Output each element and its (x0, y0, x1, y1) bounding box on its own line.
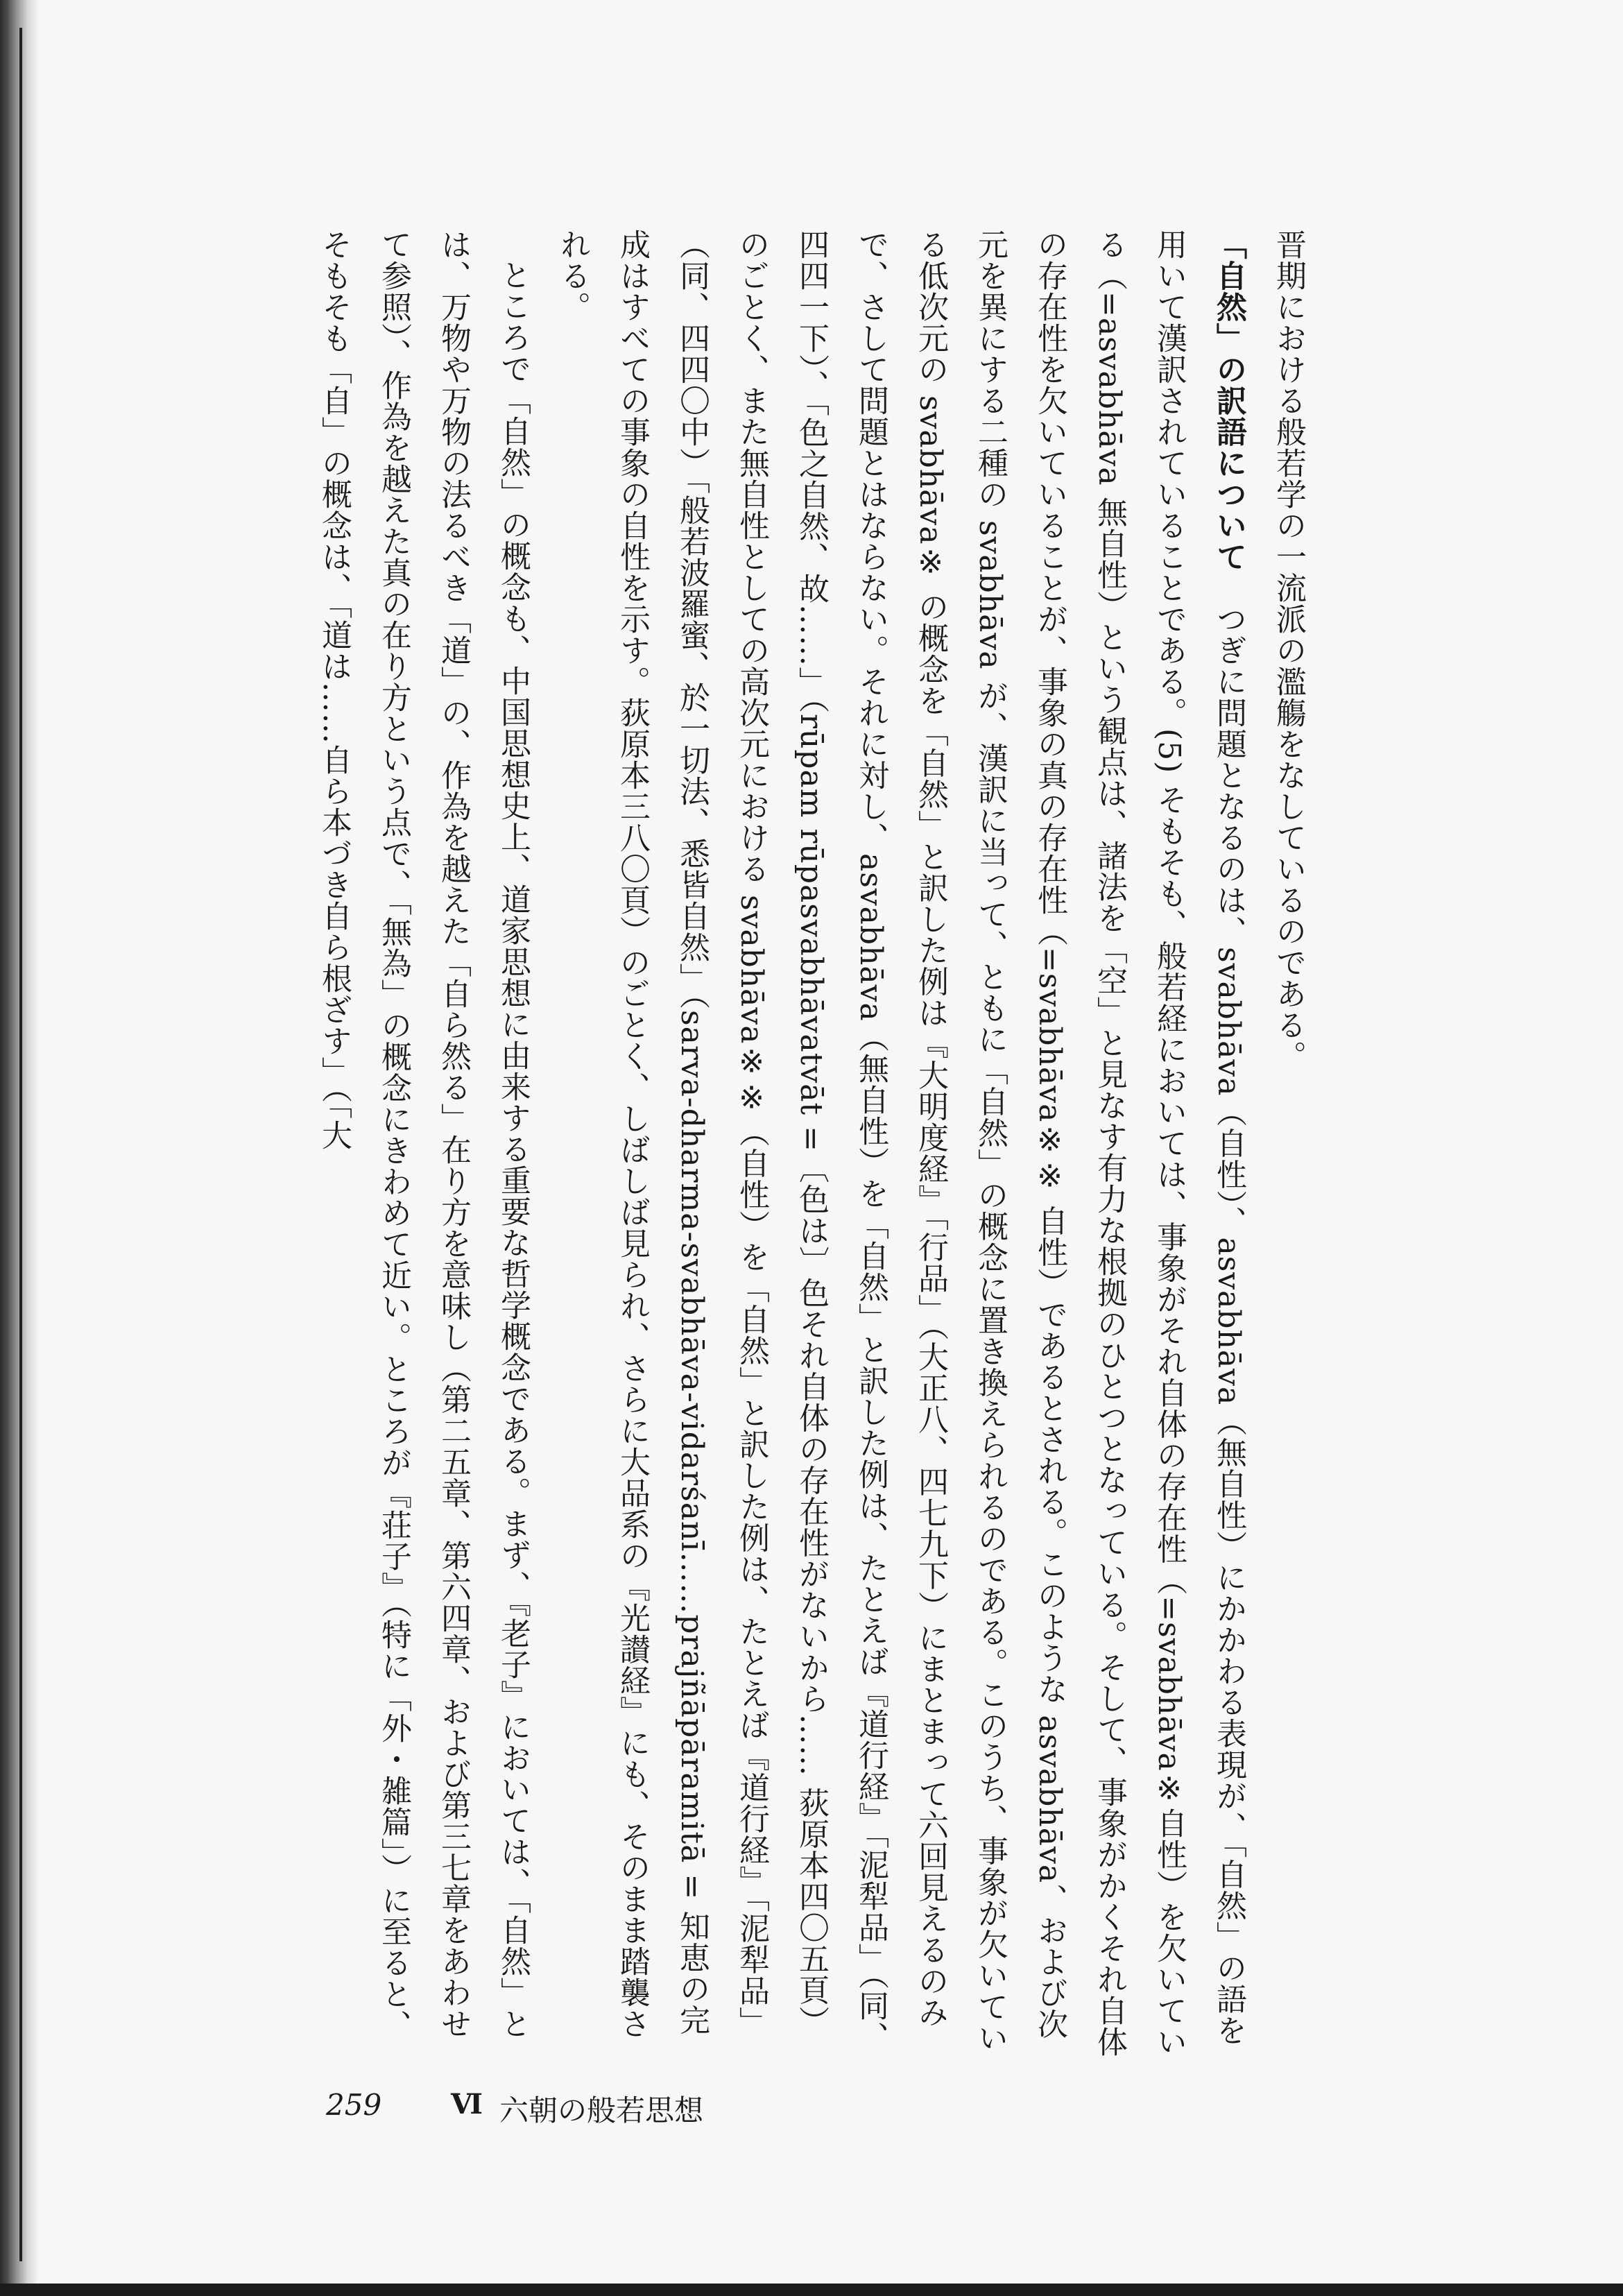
vertical-body-text (316, 229, 1318, 2060)
paragraph-1-text: つぎに問題となるのは、svabhāva（自性）、asvabhāva（無自性）にかかわる表現が、「自然」の語を用いて漢訳されていることである。(5) そもそも、般若経においては、事象がそれ自体の存在性（=svabhāva※自性）を欠いている（=asvabhāva 無自性）という観点は、諸法を「空」と見なす有力な根拠のひとつとなっている。そして、事象がかくそれ自体の存在性を欠いていることが、事象の真の存在性（=svabhāva※※ 自性）であるとされる。このような asvabhāva、および次元を異にする二種の svabhāva が、漢訳に当って、ともに「自然」の概念に置き換えられるのである。このうち、事象が欠いている低次元の svabhāva※ の概念を「自然」と訳した例は『大明度経』「行品」（大正八、四七九下）にまとまって六回見えるのみで、さして問題とはならない。それに対し、asvabhāva（無自性）を「自然」と訳した例は、たとえば『道行経』「泥犁品」（同、四四一下）、「色之自然、故……」（rūpam rūpasvabhāvatvāt =〔色は〕色それ自体の存在性がないから…… 荻原本四〇五頁）のごとく、また無自性としての高次元における svabhāva※※（自性）を「自然」と訳した例は、たとえば『道行経』「泥犁品」（同、四四〇中）「般若波羅蜜、於一切法、悉皆自然」（sarva-dharma-svabhāva-vidarśanī……prajñāpāramitā = 知恵の完成はすべての事象の自性を示す。荻原本三八〇頁）のごとく、しばしば見られ、さらに大品系の『光讃経』にも、そのまま踏襲される。 (555, 229, 1246, 2057)
section-heading: 「自然」の訳語について (1211, 229, 1246, 572)
chapter-number: Ⅵ (451, 2088, 483, 2121)
scan-bottom-edge (0, 2284, 1623, 2296)
page-footer (0, 2088, 1623, 2143)
section-paragraph-1 (542, 229, 1258, 2060)
scan-binding-line (19, 28, 22, 2261)
paragraph-2: ところで「自然」の概念も、中国思想史上、道家思想に由来する重要な哲学概念である。まず、『老子』においては、「自然」とは、万物や万物の法るべき「道」の、作為を越えた「自ら然る」在り方を意味し（第二五章、第六四章、および第三七章をあわせて参照）、作為を越えた真の在り方という点で、「無為」の概念にきわめて近い。ところが『荘子』（特に「外・雑篇」）に至ると、そもそも「自」の概念は、「道は……自ら本づき自ら根ざす」（「大 (316, 229, 531, 2041)
intro-line: 晋期における般若学の一流派の濫觴をなしているのである。 (1271, 229, 1306, 1072)
chapter-title: 六朝の般若思想 (499, 2093, 704, 2127)
page-number: 259 (326, 2088, 382, 2122)
